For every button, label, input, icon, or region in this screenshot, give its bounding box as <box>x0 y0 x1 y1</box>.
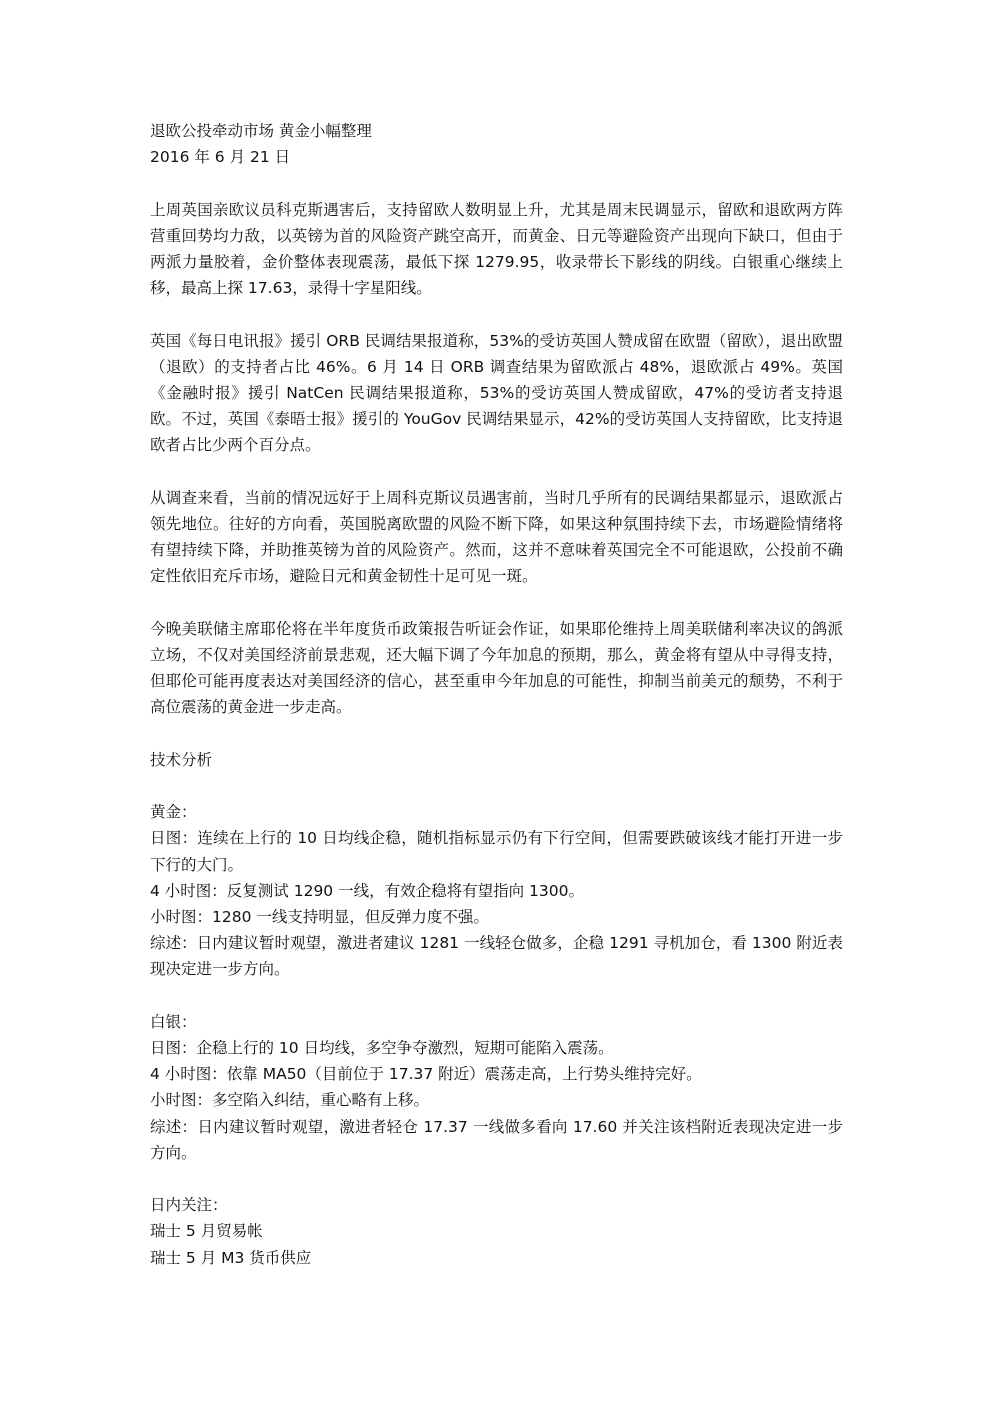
watch-item: 瑞士 5 月 M3 货币供应 <box>150 1248 312 1267</box>
gold-label: 黄金： <box>150 803 197 822</box>
document-date: 2016 年 6 月 21 日 <box>150 148 291 167</box>
paragraph-fed: 今晚美联储主席耶伦将在半年度货币政策报告听证会作证，如果耶伦维持上周美联储利率决议的鸽派立场，不仅对美国经济前景悲观，还大幅下调了今年加息的预期，那么，黄金将有望从中寻得支持，但耶伦可能再度表达对美国经济的信心，甚至重申今年加息的可能性，抑制当前美元的颓势，不利于高位震荡的黄金进一步走高。 <box>150 619 843 717</box>
gold-daily: 日图：连续在上行的 10 日均线企稳，随机指标显示仍有下行空间，但需要跌破该线才能打开进一步下行的大门。 <box>150 829 843 874</box>
analysis-heading: 技术分析 <box>150 750 213 769</box>
spacer <box>150 170 843 196</box>
watch-section <box>150 1192 843 1271</box>
silver-four-hour: 4 小时图：依靠 MA50（目前位于 17.37 附近）震荡走高，上行势头维持完好。 <box>150 1065 702 1084</box>
gold-hourly: 小时图：1280 一线支持明显，但反弹力度不强。 <box>150 908 489 926</box>
document-page <box>150 118 843 1271</box>
header-block <box>150 118 843 170</box>
paragraph-outlook: 从调查来看，当前的情况远好于上周科克斯议员遇害前，当时几乎所有的民调结果都显示，退欧派占领先地位。往好的方向看，英国脱离欧盟的风险不断下降，如果这种氛围持续下去，市场避险情绪将有望持续下降，并助推英镑为首的风险资产。然而，这并不意味着英国完全不可能退欧，公投前不确定性依旧充斥市场，避险日元和黄金韧性十足可见一斑。 <box>150 488 843 586</box>
paragraph-market-overview: 上周英国亲欧议员科克斯遇害后，支持留欧人数明显上升，尤其是周末民调显示，留欧和退欧两方阵营重回势均力敌，以英镑为首的风险资产跳空高开，而黄金、日元等避险资产出现向下缺口，但由于两派力量胶着，金价整体表现震荡，最低下探 1279.95，收录带长下影线的阴线。白银重心继续上移，最高上探 17.63，录得十字星阳线。 <box>150 200 843 298</box>
silver-label: 白银： <box>150 1012 197 1031</box>
silver-daily: 日图：企稳上行的 10 日均线，多空争夺激烈，短期可能陷入震荡。 <box>150 1039 614 1057</box>
paragraph-polls: 英国《每日电讯报》援引 ORB 民调结果报道称，53%的受访英国人赞成留在欧盟（留欧），退出欧盟（退欧）的支持者占比 46%。6 月 14 日 ORB 调查结果为留欧派占 48%，退欧派占 49%。英国《金融时报》援引 NatCen 民调结果报道称，53%的受访英国人赞成留欧，47%的受访者支持退欧。不过，英国《泰晤士报》援引的 YouGov 民调结果显示，42%的受访英国人支持留欧，比支持退欧者占比少两个百分点。 <box>150 331 843 455</box>
watch-item: 瑞士 5 月贸易帐 <box>150 1222 263 1241</box>
silver-section <box>150 1009 843 1166</box>
gold-summary: 综述：日内建议暂时观望，激进者建议 1281 一线轻仓做多，企稳 1291 寻机加仓，看 1300 附近表现决定进一步方向。 <box>150 934 843 979</box>
gold-four-hour: 4 小时图：反复测试 1290 一线，有效企稳将有望指向 1300。 <box>150 881 584 900</box>
silver-hourly: 小时图：多空陷入纠结，重心略有上移。 <box>150 1091 430 1110</box>
silver-summary: 综述：日内建议暂时观望，激进者轻仓 17.37 一线做多看向 17.60 并关注该档附近表现决定进一步方向。 <box>150 1117 843 1162</box>
document-title: 退欧公投牵动市场 黄金小幅整理 <box>150 122 372 140</box>
watch-label: 日内关注： <box>150 1196 228 1215</box>
gold-section <box>150 799 843 982</box>
